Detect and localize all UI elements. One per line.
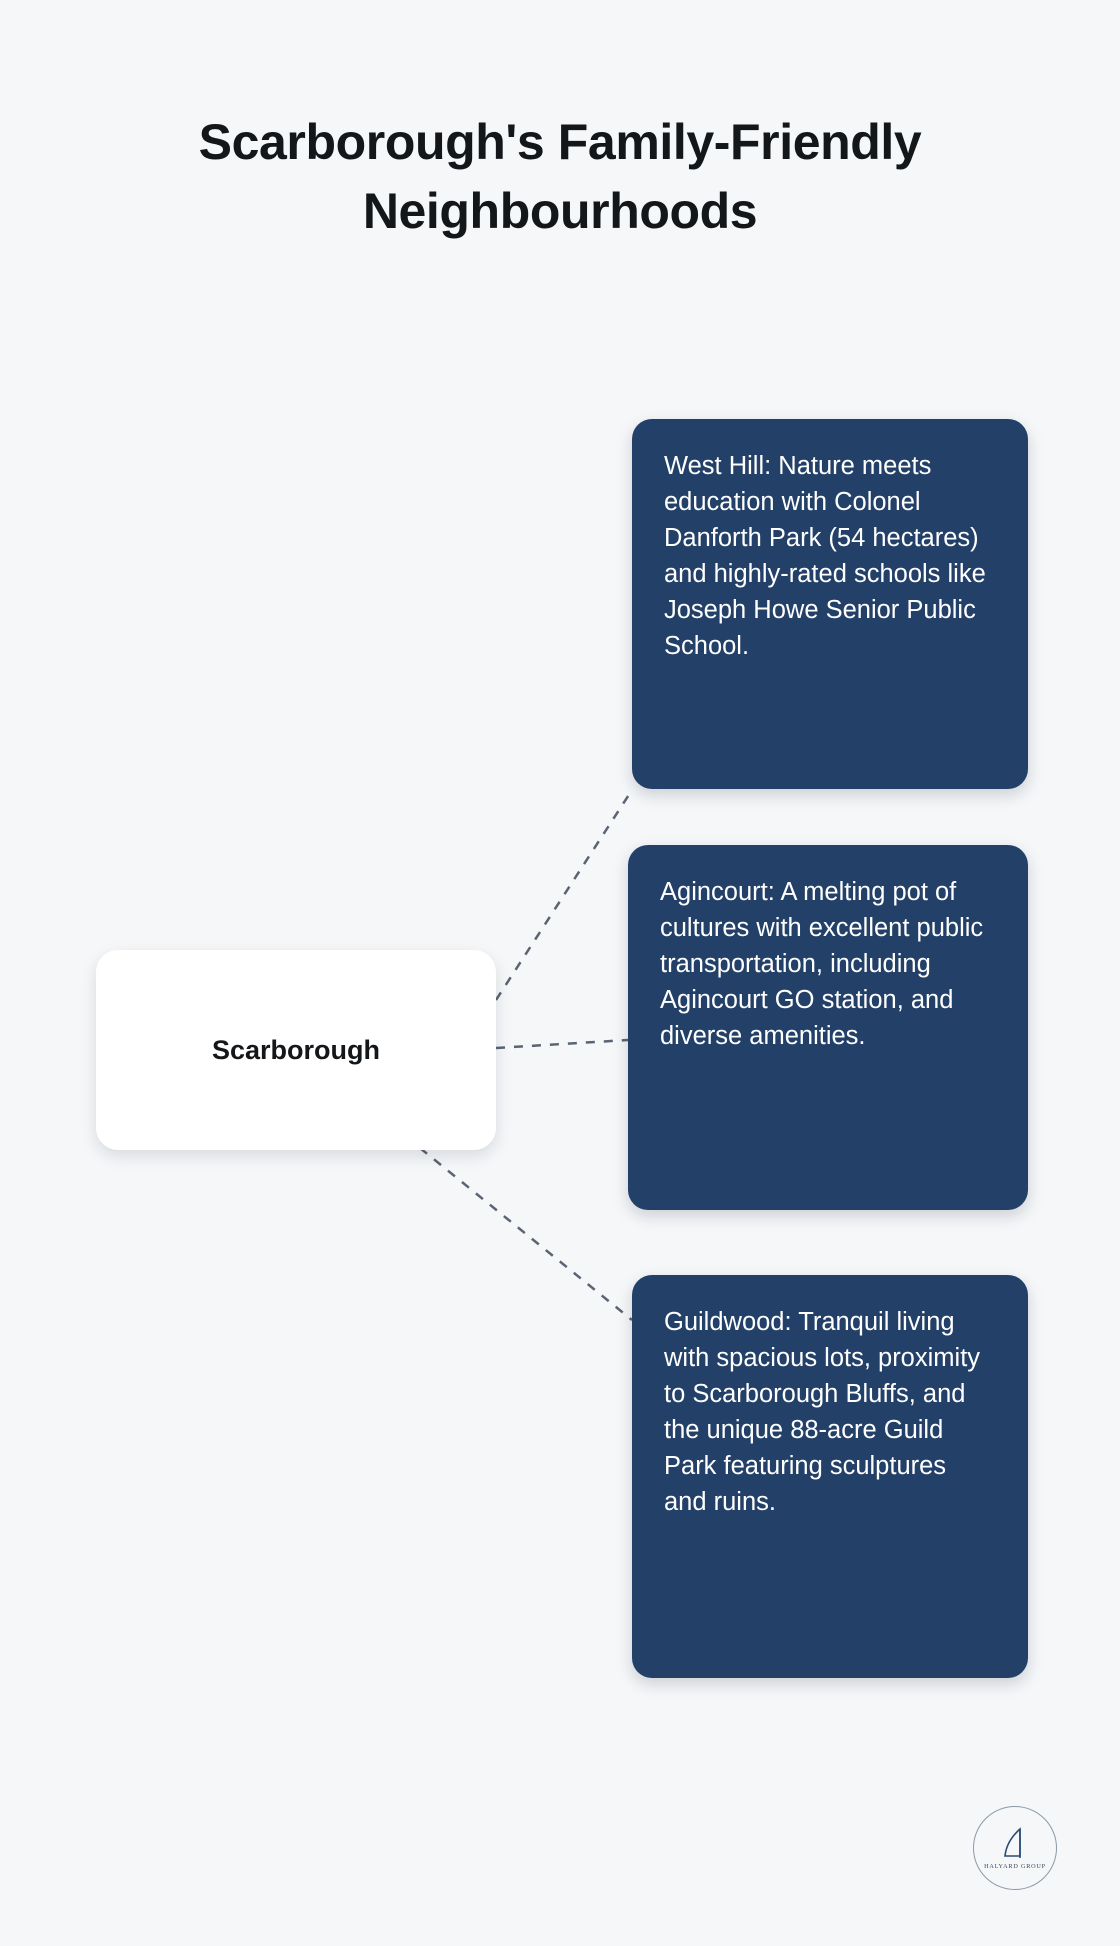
logo-caption: HALYARD GROUP bbox=[984, 1862, 1046, 1870]
halyard-group-logo bbox=[973, 1806, 1057, 1890]
branch-text-west-hill: West Hill: Nature meets education with Colonel Danforth Park (54 hectares) and highly-rated schools like Joseph Howe Senior Public School. bbox=[664, 452, 986, 660]
branch-text-guildwood: Guildwood: Tranquil living with spacious lots, proximity to Scarborough Bluffs, and the unique 88-acre Guild Park featuring sculptures and ruins. bbox=[664, 1308, 981, 1516]
branch-node-guildwood[interactable] bbox=[632, 1275, 1028, 1678]
branch-node-agincourt[interactable] bbox=[628, 845, 1028, 1210]
sail-icon bbox=[1000, 1827, 1030, 1861]
center-node-label: Scarborough bbox=[211, 1034, 380, 1065]
branch-node-west-hill[interactable] bbox=[632, 419, 1028, 789]
connector-line-west-hill bbox=[496, 790, 632, 1000]
page-title: Scarborough's Family-Friendly Neighbourhoods bbox=[198, 114, 922, 239]
center-node[interactable] bbox=[96, 950, 496, 1150]
branch-text-agincourt: Agincourt: A melting pot of cultures with excellent public transportation, including Agincourt GO station, and diverse amenities. bbox=[660, 878, 984, 1050]
connector-line-guildwood bbox=[420, 1148, 632, 1320]
connector-line-agincourt bbox=[496, 1040, 628, 1048]
